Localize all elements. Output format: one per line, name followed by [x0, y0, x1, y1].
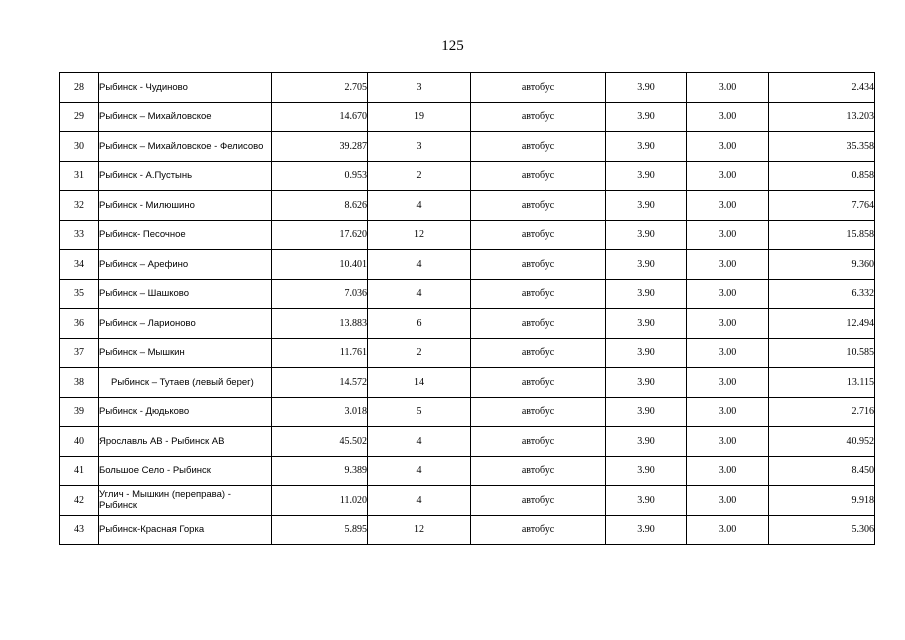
distance-cell: 5.895: [272, 515, 368, 545]
tariff-cell: 3.90: [606, 220, 687, 250]
tariff-cell: 3.90: [606, 191, 687, 221]
cost-cell: 9.360: [769, 250, 875, 280]
route-name-cell: Рыбинск- Песочное: [99, 220, 272, 250]
trips-cell: 3: [368, 132, 471, 162]
table-row: [60, 368, 875, 398]
distance-cell: 14.670: [272, 102, 368, 132]
trips-cell: 4: [368, 279, 471, 309]
vehicle-type-cell: автобус: [471, 73, 606, 103]
route-name-cell: Рыбинск-Красная Горка: [99, 515, 272, 545]
row-number-cell: 29: [60, 102, 99, 132]
trips-cell: 2: [368, 338, 471, 368]
tariff-cell: 3.90: [606, 427, 687, 457]
cost-cell: 2.716: [769, 397, 875, 427]
table-row: [60, 338, 875, 368]
table-row: [60, 397, 875, 427]
fare-cell: 3.00: [687, 102, 769, 132]
table-row: [60, 220, 875, 250]
trips-cell: 4: [368, 427, 471, 457]
routes-table: [59, 72, 875, 545]
tariff-cell: 3.90: [606, 338, 687, 368]
fare-cell: 3.00: [687, 338, 769, 368]
distance-cell: 8.626: [272, 191, 368, 221]
row-number-cell: 42: [60, 486, 99, 516]
row-number-cell: 43: [60, 515, 99, 545]
row-number-cell: 31: [60, 161, 99, 191]
distance-cell: 11.761: [272, 338, 368, 368]
cost-cell: 13.203: [769, 102, 875, 132]
route-name-cell: Рыбинск – Тутаев (левый берег): [99, 368, 272, 398]
distance-cell: 2.705: [272, 73, 368, 103]
table-row: [60, 456, 875, 486]
trips-cell: 4: [368, 191, 471, 221]
distance-cell: 13.883: [272, 309, 368, 339]
cost-cell: 7.764: [769, 191, 875, 221]
row-number-cell: 39: [60, 397, 99, 427]
routes-table-body: [60, 73, 875, 545]
cost-cell: 8.450: [769, 456, 875, 486]
route-name-cell: Рыбинск – Арефино: [99, 250, 272, 280]
tariff-cell: 3.90: [606, 250, 687, 280]
route-name-cell: Рыбинск – Мышкин: [99, 338, 272, 368]
row-number-cell: 33: [60, 220, 99, 250]
tariff-cell: 3.90: [606, 73, 687, 103]
cost-cell: 6.332: [769, 279, 875, 309]
route-name-cell: Рыбинск – Михайловское: [99, 102, 272, 132]
fare-cell: 3.00: [687, 132, 769, 162]
tariff-cell: 3.90: [606, 279, 687, 309]
table-row: [60, 515, 875, 545]
fare-cell: 3.00: [687, 456, 769, 486]
distance-cell: 0.953: [272, 161, 368, 191]
vehicle-type-cell: автобус: [471, 102, 606, 132]
cost-cell: 5.306: [769, 515, 875, 545]
vehicle-type-cell: автобус: [471, 368, 606, 398]
row-number-cell: 38: [60, 368, 99, 398]
trips-cell: 5: [368, 397, 471, 427]
fare-cell: 3.00: [687, 191, 769, 221]
row-number-cell: 36: [60, 309, 99, 339]
tariff-cell: 3.90: [606, 161, 687, 191]
tariff-cell: 3.90: [606, 515, 687, 545]
cost-cell: 35.358: [769, 132, 875, 162]
vehicle-type-cell: автобус: [471, 309, 606, 339]
distance-cell: 45.502: [272, 427, 368, 457]
fare-cell: 3.00: [687, 397, 769, 427]
cost-cell: 40.952: [769, 427, 875, 457]
route-name-cell: Рыбинск – Михайловское - Фелисово: [99, 132, 272, 162]
distance-cell: 10.401: [272, 250, 368, 280]
table-row: [60, 250, 875, 280]
fare-cell: 3.00: [687, 427, 769, 457]
route-name-cell: Рыбинск - Милюшино: [99, 191, 272, 221]
cost-cell: 0.858: [769, 161, 875, 191]
row-number-cell: 40: [60, 427, 99, 457]
cost-cell: 15.858: [769, 220, 875, 250]
table-row: [60, 309, 875, 339]
vehicle-type-cell: автобус: [471, 279, 606, 309]
vehicle-type-cell: автобус: [471, 220, 606, 250]
fare-cell: 3.00: [687, 279, 769, 309]
cost-cell: 13.115: [769, 368, 875, 398]
tariff-cell: 3.90: [606, 102, 687, 132]
vehicle-type-cell: автобус: [471, 486, 606, 516]
vehicle-type-cell: автобус: [471, 161, 606, 191]
trips-cell: 3: [368, 73, 471, 103]
table-row: [60, 132, 875, 162]
fare-cell: 3.00: [687, 161, 769, 191]
distance-cell: 14.572: [272, 368, 368, 398]
distance-cell: 3.018: [272, 397, 368, 427]
trips-cell: 19: [368, 102, 471, 132]
fare-cell: 3.00: [687, 73, 769, 103]
fare-cell: 3.00: [687, 220, 769, 250]
row-number-cell: 37: [60, 338, 99, 368]
vehicle-type-cell: автобус: [471, 250, 606, 280]
route-name-cell: Рыбинск - Чудиново: [99, 73, 272, 103]
vehicle-type-cell: автобус: [471, 132, 606, 162]
row-number-cell: 34: [60, 250, 99, 280]
trips-cell: 12: [368, 220, 471, 250]
fare-cell: 3.00: [687, 309, 769, 339]
vehicle-type-cell: автобус: [471, 427, 606, 457]
table-row: [60, 279, 875, 309]
vehicle-type-cell: автобус: [471, 515, 606, 545]
distance-cell: 9.389: [272, 456, 368, 486]
table-row: [60, 161, 875, 191]
tariff-cell: 3.90: [606, 309, 687, 339]
tariff-cell: 3.90: [606, 368, 687, 398]
table-row: [60, 486, 875, 516]
fare-cell: 3.00: [687, 250, 769, 280]
route-name-cell: Рыбинск – Ларионово: [99, 309, 272, 339]
route-name-cell: Ярославль АВ - Рыбинск АВ: [99, 427, 272, 457]
cost-cell: 9.918: [769, 486, 875, 516]
vehicle-type-cell: автобус: [471, 456, 606, 486]
trips-cell: 4: [368, 486, 471, 516]
trips-cell: 12: [368, 515, 471, 545]
table-row: [60, 191, 875, 221]
row-number-cell: 35: [60, 279, 99, 309]
cost-cell: 10.585: [769, 338, 875, 368]
distance-cell: 17.620: [272, 220, 368, 250]
fare-cell: 3.00: [687, 486, 769, 516]
vehicle-type-cell: автобус: [471, 338, 606, 368]
route-name-cell: Большое Село - Рыбинск: [99, 456, 272, 486]
distance-cell: 11.020: [272, 486, 368, 516]
vehicle-type-cell: автобус: [471, 191, 606, 221]
tariff-cell: 3.90: [606, 456, 687, 486]
table-row: [60, 73, 875, 103]
route-name-cell: Рыбинск - Дюдьково: [99, 397, 272, 427]
row-number-cell: 32: [60, 191, 99, 221]
fare-cell: 3.00: [687, 515, 769, 545]
tariff-cell: 3.90: [606, 486, 687, 516]
route-name-cell: Рыбинск - А.Пустынь: [99, 161, 272, 191]
route-name-cell: Углич - Мышкин (переправа) - Рыбинск: [99, 486, 272, 516]
trips-cell: 4: [368, 250, 471, 280]
page-number: 125: [441, 38, 464, 54]
row-number-cell: 30: [60, 132, 99, 162]
trips-cell: 4: [368, 456, 471, 486]
trips-cell: 2: [368, 161, 471, 191]
table-row: [60, 102, 875, 132]
trips-cell: 14: [368, 368, 471, 398]
tariff-cell: 3.90: [606, 132, 687, 162]
cost-cell: 12.494: [769, 309, 875, 339]
distance-cell: 7.036: [272, 279, 368, 309]
distance-cell: 39.287: [272, 132, 368, 162]
route-name-cell: Рыбинск – Шашково: [99, 279, 272, 309]
table-row: [60, 427, 875, 457]
fare-cell: 3.00: [687, 368, 769, 398]
row-number-cell: 28: [60, 73, 99, 103]
trips-cell: 6: [368, 309, 471, 339]
row-number-cell: 41: [60, 456, 99, 486]
cost-cell: 2.434: [769, 73, 875, 103]
vehicle-type-cell: автобус: [471, 397, 606, 427]
tariff-cell: 3.90: [606, 397, 687, 427]
